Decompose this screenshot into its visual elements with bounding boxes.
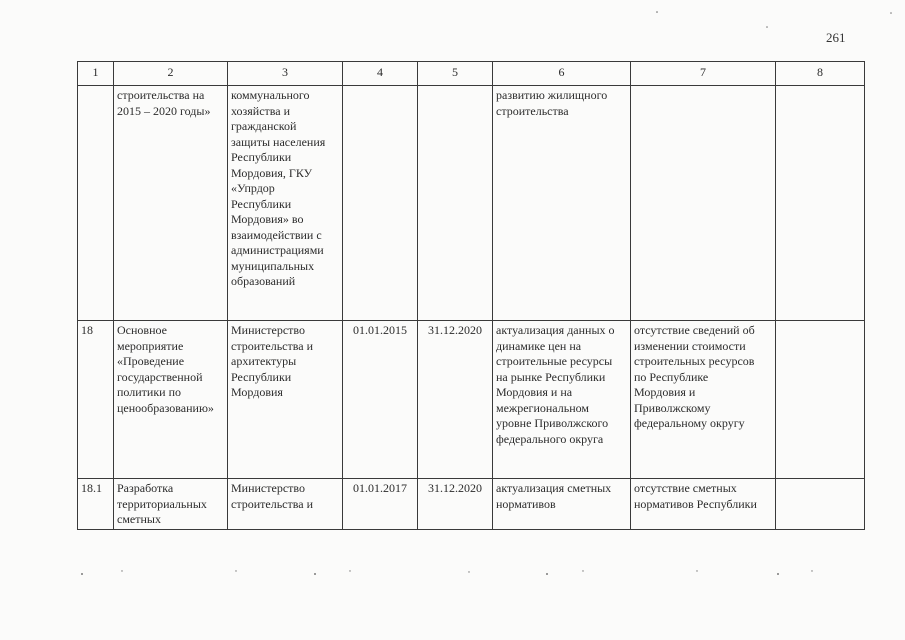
cell-line: федерального округа xyxy=(496,431,604,446)
page-number: 261 xyxy=(826,30,846,45)
cell-line: муниципальных xyxy=(231,258,315,273)
cell-line: строительства xyxy=(496,103,569,118)
cell-line: изменении стоимости xyxy=(634,338,746,353)
cell-line: строительства и xyxy=(231,338,313,353)
cell-line: отсутствие сметных xyxy=(634,481,737,495)
cell-line: администрациями xyxy=(231,243,324,257)
cell-line: на рынке Республики xyxy=(496,369,606,384)
cell-line: отсутствие сведений об xyxy=(634,323,755,337)
cell-line: Республики xyxy=(231,150,292,164)
cell-line: по Республике xyxy=(634,369,709,384)
column-header: 7 xyxy=(631,62,776,86)
cell-line: Мордовия» во xyxy=(231,212,304,226)
cell-line: коммунального xyxy=(231,88,310,102)
cell-line: территориальных xyxy=(117,496,207,511)
cell-line: нормативов xyxy=(496,496,556,511)
cell-line: Приволжскому xyxy=(634,400,711,415)
start-date: 01.01.2017 xyxy=(343,479,418,530)
cell-line: актуализация данных о xyxy=(496,323,615,337)
cell-line: нормативов Республики xyxy=(634,496,757,511)
column-header: 6 xyxy=(493,62,631,86)
cell-line: Мордовия и xyxy=(634,385,696,399)
cell-line: Мордовия xyxy=(231,385,283,399)
cell-line: государственной xyxy=(117,369,203,384)
end-date: 31.12.2020 xyxy=(418,321,493,479)
cell-line: «Упрдор xyxy=(231,181,275,195)
cell-line: образований xyxy=(231,274,296,288)
cell-line: Разработка xyxy=(117,481,174,495)
cell-line: мероприятие xyxy=(117,338,184,353)
column-header: 4 xyxy=(343,62,418,86)
cell-line: Мордовия, ГКУ xyxy=(231,165,313,180)
cell-line: строительства на xyxy=(117,88,205,102)
cell-line: 2015 – 2020 годы» xyxy=(117,103,211,118)
cell-line: взаимодействии с xyxy=(231,227,322,242)
end-date: 31.12.2020 xyxy=(418,479,493,530)
row-number: 18.1 xyxy=(78,479,114,530)
cell-line: «Проведение xyxy=(117,354,185,368)
cell-line: уровне Приволжского xyxy=(496,416,609,430)
cell-line: ценообразованию» xyxy=(117,400,214,415)
cell-line: строительных ресурсов xyxy=(634,354,755,368)
cell-line: Республики xyxy=(231,196,292,211)
column-header: 2 xyxy=(114,62,228,86)
cell-line: Основное xyxy=(117,323,167,337)
start-date: 01.01.2015 xyxy=(343,321,418,479)
column-header: 1 xyxy=(78,62,114,86)
cell-line: федеральному округу xyxy=(634,416,745,430)
cell-line: хозяйства и xyxy=(231,103,291,118)
cell-line: архитектуры xyxy=(231,354,297,368)
cell-line: развитию жилищного xyxy=(496,88,608,102)
cell-line: сметных xyxy=(117,512,161,526)
cell-line: Министерство xyxy=(231,323,305,337)
row-number: 18 xyxy=(78,321,114,479)
cell-line: политики по xyxy=(117,385,182,399)
cell-line: строительства и xyxy=(231,496,313,511)
cell-line: Мордовия и на xyxy=(496,385,573,399)
column-header: 3 xyxy=(228,62,343,86)
cell-line: защиты населения xyxy=(231,134,326,149)
column-header: 8 xyxy=(776,62,865,86)
cell-line: гражданской xyxy=(231,119,297,133)
cell-line: межрегиональном xyxy=(496,400,589,415)
cell-line: динамике цен на xyxy=(496,338,582,353)
cell-line: Республики xyxy=(231,369,292,384)
cell-line: актуализация сметных xyxy=(496,481,612,495)
column-header: 5 xyxy=(418,62,493,86)
cell-line: строительные ресурсы xyxy=(496,354,613,368)
cell-line: Министерство xyxy=(231,481,305,495)
